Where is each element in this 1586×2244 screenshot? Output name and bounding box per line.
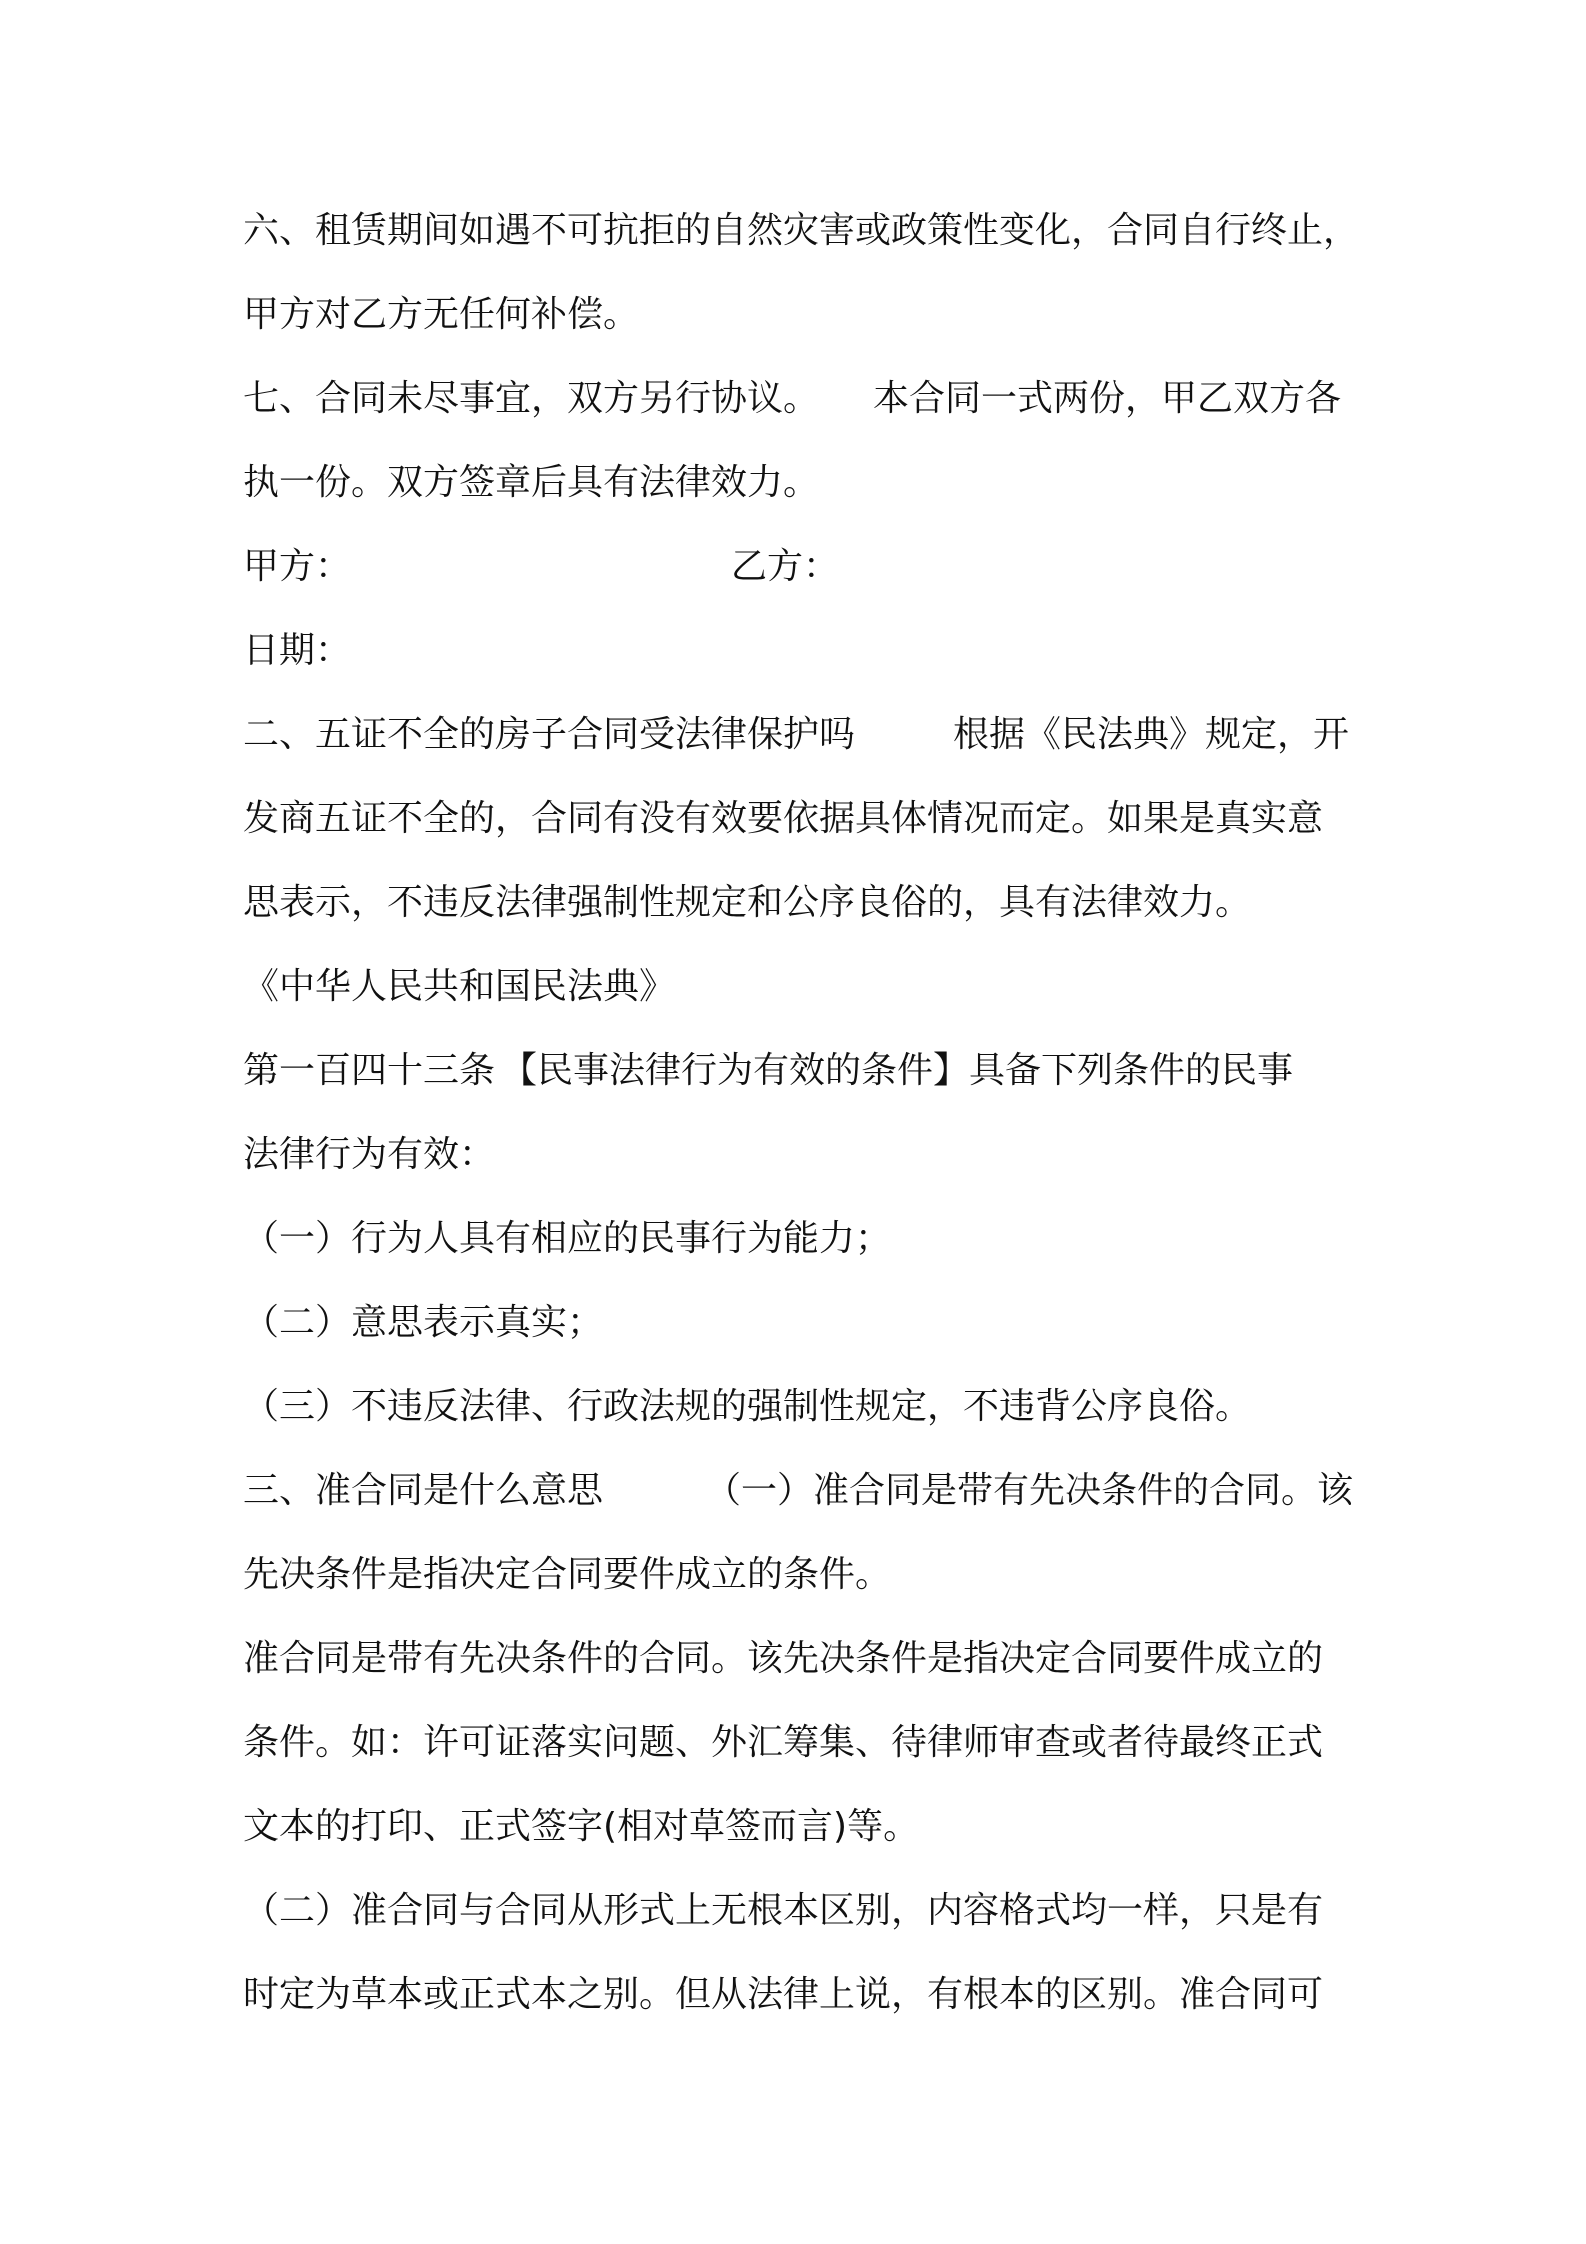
list-item — [243, 1372, 1363, 1442]
party-b-label: 乙方： — [731, 546, 840, 587]
paragraph-line — [243, 868, 1363, 938]
text-segment: 时定为草本或正式本之别。但从法律上说，有根本的区别。准合同可 — [243, 1974, 1324, 2015]
law-title-line — [243, 952, 1363, 1022]
article-text: 【民事法律行为有效的条件】具备下列条件的民事 — [501, 1050, 1294, 1091]
paragraph-line — [243, 1708, 1363, 1778]
paragraph-line — [243, 1624, 1363, 1694]
article-number: 第一百四十三条 — [243, 1050, 496, 1091]
text-segment: 本合同一式两份，甲乙双方各 — [873, 378, 1342, 419]
list-item-text: （二）意思表示真实； — [243, 1302, 604, 1343]
list-item — [243, 1204, 1363, 1274]
paragraph-line — [243, 280, 1363, 350]
text-segment: 甲方对乙方无任何补偿。 — [243, 294, 640, 335]
paragraph-line — [243, 448, 1363, 518]
text-segment: 条件。如：许可证落实问题、外汇筹集、待律师审查或者待最终正式 — [243, 1722, 1324, 1763]
date-line — [243, 616, 1363, 686]
section-heading-line — [243, 700, 1363, 770]
text-segment: 发商五证不全的，合同有没有效要依据具体情况而定。如果是真实意 — [243, 798, 1324, 839]
paragraph-line — [243, 196, 1363, 266]
paragraph-line — [243, 1876, 1363, 1946]
paragraph-line — [243, 364, 1363, 434]
text-segment: 法律行为有效： — [243, 1134, 496, 1175]
text-segment: 执一份。双方签章后具有法律效力。 — [243, 462, 820, 503]
paragraph-line — [243, 784, 1363, 854]
paragraph-line — [243, 1120, 1363, 1190]
section-heading: 二、五证不全的房子合同受法律保护吗 — [243, 714, 856, 755]
text-segment: （一）准合同是带有先决条件的合同。该 — [705, 1470, 1354, 1511]
paragraph-line — [243, 1792, 1363, 1862]
date-label: 日期： — [243, 630, 352, 671]
article-line — [243, 1036, 1363, 1106]
party-a-label: 甲方： — [243, 546, 352, 587]
text-segment: 准合同是带有先决条件的合同。该先决条件是指决定合同要件成立的 — [243, 1638, 1324, 1679]
signature-line — [243, 532, 1363, 602]
list-item — [243, 1288, 1363, 1358]
text-segment: 思表示，不违反法律强制性规定和公序良俗的，具有法律效力。 — [243, 882, 1252, 923]
text-segment: （二）准合同与合同从形式上无根本区别，内容格式均一样，只是有 — [243, 1890, 1324, 1931]
text-segment: 六、租赁期间如遇不可抗拒的自然灾害或政策性变化，合同自行终止， — [243, 210, 1360, 251]
text-segment: 文本的打印、正式签字(相对草签而言)等。 — [243, 1806, 920, 1847]
text-segment: 先决条件是指决定合同要件成立的条件。 — [243, 1554, 892, 1595]
law-title: 《中华人民共和国民法典》 — [243, 966, 676, 1007]
section-heading: 三、准合同是什么意思 — [243, 1470, 604, 1511]
text-segment: 根据《民法典》规定，开 — [953, 714, 1350, 755]
section-heading-line — [243, 1456, 1363, 1526]
list-item-text: （三）不违反法律、行政法规的强制性规定，不违背公序良俗。 — [243, 1386, 1252, 1427]
text-segment: 七、合同未尽事宜，双方另行协议。 — [243, 378, 820, 419]
list-item-text: （一）行为人具有相应的民事行为能力； — [243, 1218, 892, 1259]
paragraph-line — [243, 1540, 1363, 1610]
paragraph-line — [243, 1960, 1363, 2030]
